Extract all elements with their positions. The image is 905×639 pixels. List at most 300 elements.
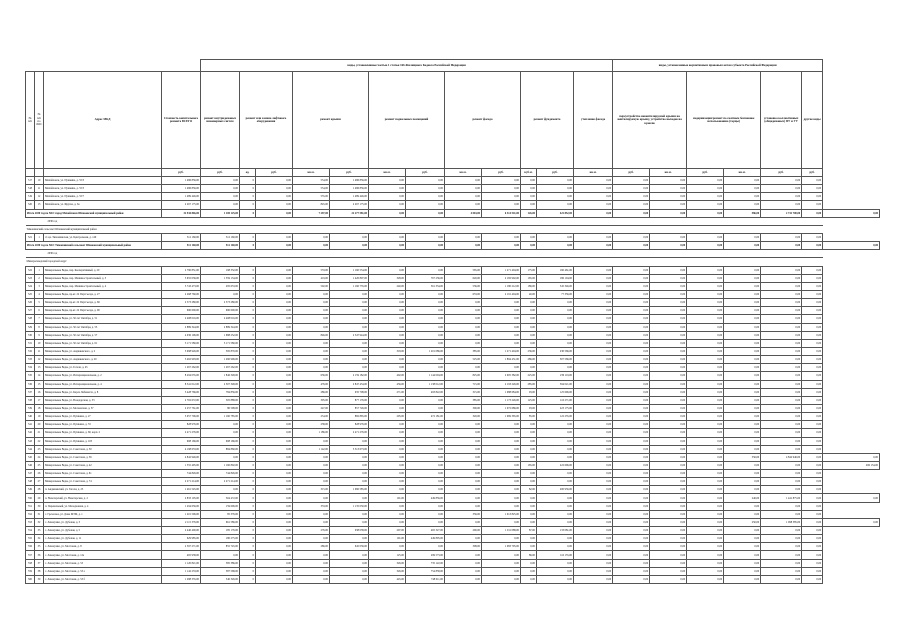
row-value: 0,00 [201,193,240,201]
row-value: 0,00 [537,478,574,486]
row-value: 0,00 [537,567,574,575]
table-row [26,307,880,315]
row-value: 0,00 [687,527,724,535]
row-value: 0,00 [650,193,687,201]
table-body [26,177,880,584]
row-value: 0,00 [687,461,724,469]
row-local-number: 18 [35,404,44,412]
row-value: 0,00 [761,299,802,307]
row-value: 0 [240,429,256,437]
row-value: 0,00 [650,380,687,388]
row-value: 2 440 400,00 [162,527,201,535]
row-value: 0,00 [406,502,445,510]
row-value: 0,00 [537,559,574,567]
row-value: 93,00 [521,404,537,412]
row-value: 0,00 [482,453,521,461]
row-value: 0,00 [761,193,802,201]
row-local-number: 13 [35,201,44,209]
row-number: 518 [26,185,35,193]
row-value: 0,00 [724,461,761,469]
row-value: 1 142,00 [293,445,330,453]
row-value: 0,00 [687,372,724,380]
row-value: 0,00 [802,193,823,201]
row-value: 0,00 [445,461,482,469]
row-local-number: 34 [35,535,44,543]
row-value: 540 326,00 [201,575,240,583]
row-value: 0,00 [537,364,574,372]
table-row [26,478,880,486]
row-value: 1 294 656,00 [162,502,201,510]
row-value: 0,00 [521,429,537,437]
row-value: 0,00 [482,185,521,193]
row-value: 82,00 [521,486,537,494]
row-value: 191,00 [369,494,406,502]
row-value: 0,00 [445,559,482,567]
row-value: 285,00 [521,380,537,388]
row-address: с. Левокумка, ул. Дубовая, д. 3 [44,518,162,526]
row-value: 0,00 [482,315,521,323]
row-number: 517 [26,177,35,185]
row-value: 0,00 [802,567,823,575]
row-value: 1 142 233,00 [162,567,201,575]
row-value: 512 160,00 [162,233,201,241]
row-value: 2 573 280,00 [201,299,240,307]
row-local-number: 30 [35,502,44,510]
row-value: 0,00 [613,372,650,380]
unit-cell: руб. [256,169,293,177]
row-value: 0,00 [650,266,687,274]
row-value: 0,00 [256,567,293,575]
row-local-number: 16 [35,388,44,396]
row-value: 0 [240,404,256,412]
row-value: 1 359 134,00 [201,274,240,282]
row-number: 527 [26,307,35,315]
row-value: 445,00 [369,575,406,583]
row-value: 0,00 [256,380,293,388]
row-value: 0,00 [613,299,650,307]
row-value: 1 098 385,00 [761,518,802,526]
total-cell: 0,00 [406,242,445,250]
row-value: 0,00 [406,364,445,372]
row-value: 1 144 004,00 [406,372,445,380]
row-value: 0,00 [201,429,240,437]
row-value: 0,00 [369,437,406,445]
row-value: 1 486 856,00 [162,177,201,185]
total-cell: 0,00 [537,242,574,250]
row-value: 0,00 [256,445,293,453]
table-row [26,527,880,535]
row-value: 1 173 226,00 [482,396,521,404]
row-value: 0,00 [687,274,724,282]
table-row [26,559,880,567]
row-value: 0,00 [574,502,613,510]
row-value: 0,00 [406,445,445,453]
row-value: 0,00 [482,331,521,339]
row-value: 0,00 [406,356,445,364]
row-value: 2 268 760,00 [162,290,201,298]
row-value: 0 [240,567,256,575]
row-number: 557 [26,551,35,559]
row-value: 0,00 [761,356,802,364]
table-row [26,299,880,307]
row-value: 1 894 431,00 [482,356,521,364]
total-cell: 0,00 [406,209,445,217]
total-cell: 0,00 [613,242,650,250]
row-value: 0,00 [574,299,613,307]
row-value: 0,00 [293,307,330,315]
row-value: 206 154,00 [823,461,880,469]
col-address-header: Адрес МКД [44,72,162,169]
unit-cell: кв.м. [369,169,406,177]
row-value: 1 088 684,00 [482,388,521,396]
section-row [26,258,880,266]
row-value: 0,00 [256,372,293,380]
col-no-ib-header: № п/п по ЛОС [35,72,44,169]
row-value: 0,00 [802,233,823,241]
row-number: 549 [26,486,35,494]
row-value: 0,00 [802,185,823,193]
row-value: 0,00 [482,535,521,543]
row-value: 0,00 [369,299,406,307]
row-value: 0,00 [521,299,537,307]
row-value: 0,00 [687,421,724,429]
row-value: 0 [240,274,256,282]
row-value: 0,00 [650,575,687,583]
row-value: 0 [240,347,256,355]
row-number: 530 [26,331,35,339]
row-value: 0,00 [256,185,293,193]
row-value: 0,00 [330,551,369,559]
row-number: 545 [26,453,35,461]
row-value: 0,00 [369,470,406,478]
row-number: 551 [26,502,35,510]
row-value: 1 069 365,00 [482,413,521,421]
row-value: 2 702 672,00 [162,396,201,404]
row-address: с. Левокумка, ул. Дубовая, д. 5 [44,527,162,535]
row-value: 0 [240,364,256,372]
row-value: 0,00 [521,494,537,502]
row-value: 0,00 [574,575,613,583]
row-value: 0,00 [761,567,802,575]
row-value: 0,00 [650,429,687,437]
table-row [26,535,880,543]
row-value: 0,00 [687,282,724,290]
row-value: 0,00 [406,201,445,209]
row-value: 0,00 [823,518,880,526]
row-value: 0,00 [482,193,521,201]
row-value: 0 [240,315,256,323]
row-value: 0,00 [687,307,724,315]
row-value: 0,00 [724,364,761,372]
row-value: 0,00 [802,177,823,185]
row-value: 0,00 [521,535,537,543]
row-value: 0,00 [256,559,293,567]
row-address: Минеральные Воды, ул. Интернациональная, д. 4 [44,380,162,388]
row-value: 0,00 [802,559,823,567]
row-value: 305,00 [293,396,330,404]
section-row [26,217,880,225]
row-value: 0,00 [521,470,537,478]
row-value: 0 [240,282,256,290]
row-value: 0,00 [724,185,761,193]
row-value: 0,00 [482,233,521,241]
row-value: 0 [240,470,256,478]
row-value: 0 [240,445,256,453]
row-value: 0,00 [802,290,823,298]
row-value: 0,00 [574,486,613,494]
row-value: 0,00 [369,429,406,437]
row-value: 2 267 175,00 [330,201,369,209]
row-value: 165,00 [521,461,537,469]
row-value: 0,00 [613,307,650,315]
row-value: 0,00 [521,543,537,551]
total-cell: 0,00 [256,209,293,217]
total-cell: 0 [240,209,256,217]
row-value: 0,00 [406,307,445,315]
row-value: 0,00 [521,307,537,315]
row-value: 0 [240,266,256,274]
row-value: 0,00 [330,559,369,567]
row-value: 0,00 [724,299,761,307]
row-value: 0,00 [256,421,293,429]
row-value: 0 [240,575,256,583]
row-value: 0,00 [802,404,823,412]
row-value: 2 905 382,00 [482,372,521,380]
row-value: 0,00 [650,527,687,535]
row-value: 0,00 [406,518,445,526]
row-value: 0,00 [537,518,574,526]
row-value: 0,00 [406,478,445,486]
total-cell: 0 [240,242,256,250]
row-value: 0,00 [293,559,330,567]
row-value: 0,00 [406,299,445,307]
row-value: 0,00 [482,339,521,347]
row-value: 0,00 [574,445,613,453]
row-value: 0,00 [482,429,521,437]
table-row [26,543,880,551]
row-value: 185 176,00 [201,527,240,535]
row-value: 0,00 [330,364,369,372]
total-cell: 0,00 [650,209,687,217]
row-value: 0,00 [650,299,687,307]
row-value: 0,00 [687,323,724,331]
total-cell: 22 277 581,00 [330,209,369,217]
table-row [26,185,880,193]
table-row [26,453,880,461]
row-value: 828 976,00 [162,421,201,429]
row-value: 0,00 [256,535,293,543]
row-value: 0 [240,177,256,185]
row-value: 0,00 [574,380,613,388]
row-value: 0,00 [406,461,445,469]
row-value: 0,00 [445,299,482,307]
row-value: 0,00 [521,339,537,347]
row-address: п. Анджиевский, ул. Гоголя, д. 25 [44,486,162,494]
row-value: 0,00 [802,372,823,380]
row-number: 528 [26,315,35,323]
row-value: 661 586,00 [201,518,240,526]
col-meters-header: модернизация/ремонт по скатным бесшовное использованию (торцы) [687,72,761,169]
row-value: 0,00 [293,478,330,486]
row-value: 1 135 050,00 [330,502,369,510]
unit-cell: куб.м. [521,169,537,177]
row-value: 0,00 [521,437,537,445]
row-number: 540 [26,413,35,421]
table-row [26,421,880,429]
row-value: 0,00 [687,233,724,241]
row-value: 0,00 [521,201,537,209]
row-value: 0,00 [330,470,369,478]
row-value: 180 275,00 [201,535,240,543]
row-value: 0,00 [256,299,293,307]
row-value: 0,00 [330,356,369,364]
row-number: 535 [26,372,35,380]
row-value: 3 462 993,00 [162,356,201,364]
row-value: 0 [240,527,256,535]
row-value: 0,00 [724,543,761,551]
row-value: 465 327,00 [406,527,445,535]
row-value: 0,00 [613,290,650,298]
row-value: 0,00 [445,437,482,445]
row-value: 0,00 [293,518,330,526]
row-value: 0,00 [445,364,482,372]
row-value: 0,00 [574,535,613,543]
row-value: 0,00 [293,364,330,372]
row-value: 0,00 [256,274,293,282]
row-value: 0,00 [369,323,406,331]
row-value: 0,00 [482,299,521,307]
row-value: 0 [240,388,256,396]
row-value: 0,00 [537,331,574,339]
row-value: 1 013 825,00 [482,510,521,518]
row-number: 537 [26,388,35,396]
row-value: 0,00 [293,437,330,445]
row-value: 0,00 [650,453,687,461]
row-value: 754 858,00 [406,567,445,575]
table-row [26,347,880,355]
row-local-number: 32 [35,518,44,526]
row-value: 0,00 [537,421,574,429]
row-value: 85 376,00 [201,510,240,518]
row-local-number: 10 [35,177,44,185]
row-value: 0,00 [521,478,537,486]
row-local-number: 24 [35,453,44,461]
row-value: 0,00 [574,274,613,282]
row-value: 0,00 [201,185,240,193]
row-value: 0,00 [761,380,802,388]
row-value: 0 [240,510,256,518]
row-value: 0,00 [369,266,406,274]
row-number: 526 [26,299,35,307]
row-value: 0,00 [613,274,650,282]
row-value: 735 122,00 [406,559,445,567]
row-local-number: 28 [35,486,44,494]
row-value: 1 267 262,00 [201,364,240,372]
row-value: 2 159 182,00 [330,372,369,380]
row-value: 0,00 [369,486,406,494]
row-value: 0,00 [613,323,650,331]
row-value: 0,00 [613,404,650,412]
unit-cell: ед. [240,169,256,177]
row-address: с. Левокумка, ул. Дубовая, д. 11 [44,535,162,543]
row-value: 1 180 212,00 [482,282,521,290]
row-value: 0,00 [724,372,761,380]
row-value: 0,00 [256,461,293,469]
row-value: 0,00 [256,413,293,421]
row-value: 0,00 [293,356,330,364]
row-value: 0 [240,486,256,494]
row-value: 2 257 761,00 [162,404,201,412]
row-value: 0,00 [724,396,761,404]
row-value: 0,00 [369,453,406,461]
row-value: 1 486 856,00 [330,177,369,185]
row-value: 387 568,00 [201,567,240,575]
row-value: 0,00 [537,323,574,331]
row-value: 0,00 [724,559,761,567]
row-value: 0,00 [406,396,445,404]
row-value: 0,00 [521,364,537,372]
row-value: 160 461,00 [537,266,574,274]
row-value: 0,00 [761,323,802,331]
row-value: 0,00 [369,307,406,315]
row-value: 0,00 [802,413,823,421]
row-value: 0,00 [802,201,823,209]
row-value: 0,00 [650,388,687,396]
total-cell: 0,00 [687,209,724,217]
row-address: Минеральные Воды, ул. Советская, д. 30 [44,445,162,453]
row-value: 0,00 [724,177,761,185]
row-value: 0,00 [802,299,823,307]
row-address: Минеральные Воды, ул. Володарская, д. 33 [44,396,162,404]
row-value: 0,00 [574,396,613,404]
row-value: 0,00 [330,290,369,298]
row-value: 0,00 [256,575,293,583]
row-value: 0,00 [761,478,802,486]
row-value: 0,00 [537,429,574,437]
row-local-number: 8 [35,323,44,331]
row-value: 0,00 [201,486,240,494]
row-value: 0,00 [613,559,650,567]
row-value: 629 985,00 [162,535,201,543]
row-value: 0,00 [761,331,802,339]
row-value: 0,00 [761,575,802,583]
unit-cell: кв.м. [650,169,687,177]
row-value: 0 [240,307,256,315]
row-value: 1 555 495,00 [162,461,201,469]
row-number: 524 [26,282,35,290]
row-value: 93,00 [521,388,537,396]
row-number: 519 [26,193,35,201]
row-value: 238,00 [293,421,330,429]
row-value: 0,00 [256,396,293,404]
row-local-number: 3 [35,282,44,290]
row-number: 523 [26,274,35,282]
total-cell: 0,00 [369,242,406,250]
row-value: 2 408 016,00 [162,315,201,323]
row-value: 1 271 404,00 [482,347,521,355]
row-value: 0,00 [256,388,293,396]
row-value: 0,00 [724,282,761,290]
row-value: 0,00 [537,233,574,241]
row-value: 0,00 [406,193,445,201]
table-row [26,372,880,380]
row-value: 0,00 [574,567,613,575]
row-number: 536 [26,380,35,388]
row-value: 2 271 214,00 [162,478,201,486]
row-value: 1 072 686,00 [482,404,521,412]
total-cell: 0,00 [330,242,369,250]
section-row [26,250,880,258]
